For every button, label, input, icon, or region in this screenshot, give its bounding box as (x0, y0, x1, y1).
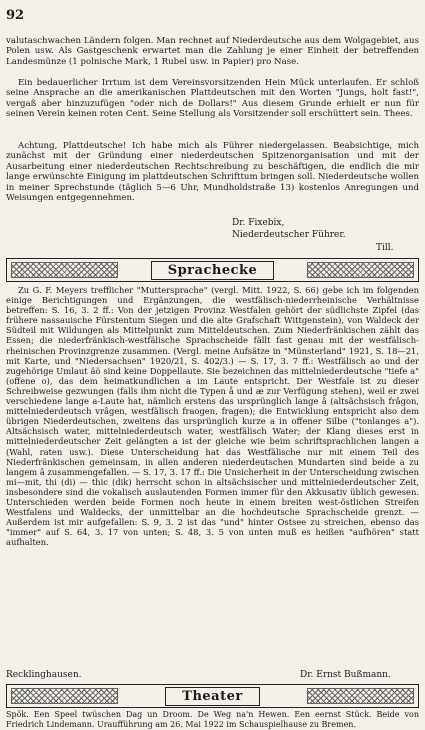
paragraph-achtung: Achtung, Plattdeutsche! Ich habe mich als Führer niedergelassen. Beabsichtige, mich zunächst mit der Gründung einer niederdeutschen Spitzenorganisation und mit der Ausarbeitung einer niederdeutschen Rechtschreibung zu beschäftigen, die endlich die mir lange erwünschte Einigung im plattdeutschen Schrifttum bringen soll. Niederdeutsche wollen in meiner Sprechstunde (täglich 5—6 Uhr, Mundholdstraße 13) kostenlos Anregungen und Weisungen entgegennehmen. (6, 141, 419, 204)
ornament-right-icon (307, 262, 414, 278)
signature-fixebix-title: Niederdeutscher Führer. (232, 230, 346, 240)
paragraph-theater: Spök. Een Speel twüschen Dag un Droom. De Weg na'n Hewen. Een eernst Stück. Beide von Friedrich Lindemann. Uraufführung am 26. Mai 1922 im Schauspielhause zu Bremen. (6, 710, 419, 729)
signature-bussmann: Dr. Ernst Bußmann. (300, 670, 391, 680)
section-header-sprachecke (6, 258, 419, 282)
signature-fixebix-name: Dr. Fixebix, (232, 218, 285, 228)
signature-till: Till. (376, 243, 394, 253)
paragraph-valuta: valutaschwachen Ländern folgen. Man rechnet auf Niederdeutsche aus dem Wolgagebiet, aus Polen usw. Als Gastgeschenk erwartet man die Zahlung je einer Einheit der betreffenden Landesmünze (1 polnische Mark, 1 Rubel usw. in Papier) pro Nase. (6, 36, 419, 67)
paragraph-irrtum: Ein bedauerlicher Irrtum ist dem Vereinsvorsitzenden Hein Mück unterlaufen. Er schloß seine Ansprache an die amerikanischen Plattdeutschen mit den Worten "Jungs, holt fast!", vergaß aber hinzuzufügen "oder nich de Dollars!" Aus diesem Grunde erhielt er nun für seinen Verein keinen roten Cent. Seine Stellung als Vorsitzender soll erschüttert sein. Thees. (6, 78, 419, 120)
ornament-left-icon (11, 688, 118, 704)
signature-place: Recklinghausen. (6, 670, 82, 680)
paragraph-sprachecke: Zu G. F. Meyers trefflicher "Muttersprache" (vergl. Mitt. 1922, S. 66) gebe ich im folgenden einige Berichtigungen und Ergänzungen, die westfälisch-niederrheinische Verhältnisse betreffen: S. 16, 3. 2 ff.: Von der jetzigen Provinz Westfalen gehört der südlichste Zipfel (das frühere nassauische Fürstentum Siegen und die alte Grafschaft Wittgenstein), von Waldeck der Südteil mit Wildungen als Mittelpunkt zum Mitteldeutschen. Zum Niederfränkischen zählt das Essen; die niederfränkisch-westfälische Sprachscheide fällt fast genau mit der westfälisch-rheinischen Provinzgrenze zusammen. (Vergl. meine Aufsätze in "Münsterland" 1921, S. 18—21, mit Karte, und "Niedersachsen" 1920/21, S. 402/3.) — S. 17, 3. 7 ff.: Westfälisch ao und der zugehörige Umlaut äö sind keine Doppellaute. Sie bezeichnen das mittelniederdeutsche "tiefe a" (offene o), das dem heimatkundlichen a im Laute entspricht. Der Westfale ist zu dieser Schreibweise gezwungen (falls ihm nicht die Typen å und æ zur Verfügung stehen), weil er zwei verschiedene lange a-Laute hat, nämlich erstens das ursprünglich lange â (altsächsisch frâgon, mittelniederdeutsch vrâgen, westfälisch fraogen, fragen); die Entwicklung entspricht also dem übrigen Niederdeutschen, zweitens das ursprünglich kurze a in offener Silbe ("tonlanges a"). Altsächsisch water, mittelniederdeutsch water, westfälisch Water; der Klang dieses erst in mittelniederdeutscher Zeit gelängten a ist der gleiche wie beim schriftsprachlichen langen a (Wahl, raten usw.). Diese Unterscheidung hat das Westfälische nur mit einem Teil des Niederfränkischen gemeinsam, in allen anderen niederdeutschen Mundarten sind beide a zu langem â zusammengefallen. — S. 17, 3. 17 ff.: Die Unsicherheit in der Unterscheidung zwischen mi—mit, thi (di) — thic (dik) herrscht schon in altsächsischer und mittelniederdeutscher Zeit, insbesondere sind die vokalisch auslautenden Formen immer für den Akkusativ üblich gewesen. Unterschieden werden beide Formen noch heute in einem breiten west-östlichen Streifen Westfalens und Waldecks, der unmittelbar an die hochdeutsche Sprachscheide grenzt. — Außerdem ist mir aufgefallen: S. 9, 3. 2 ist das "und" hinter Ostsee zu streichen, ebenso das "immer" auf S. 64, 3. 17 von unten; S. 48, 3. 5 von unten muß es heißen "aufhören" statt aufhalten. (6, 285, 419, 548)
section-header-theater (6, 684, 419, 708)
ornament-left-icon (11, 262, 118, 278)
ornament-right-icon (307, 688, 414, 704)
page-number: 92 (6, 8, 25, 23)
section-title-sprachecke: Sprachecke (151, 261, 275, 280)
section-title-theater: Theater (165, 687, 259, 706)
